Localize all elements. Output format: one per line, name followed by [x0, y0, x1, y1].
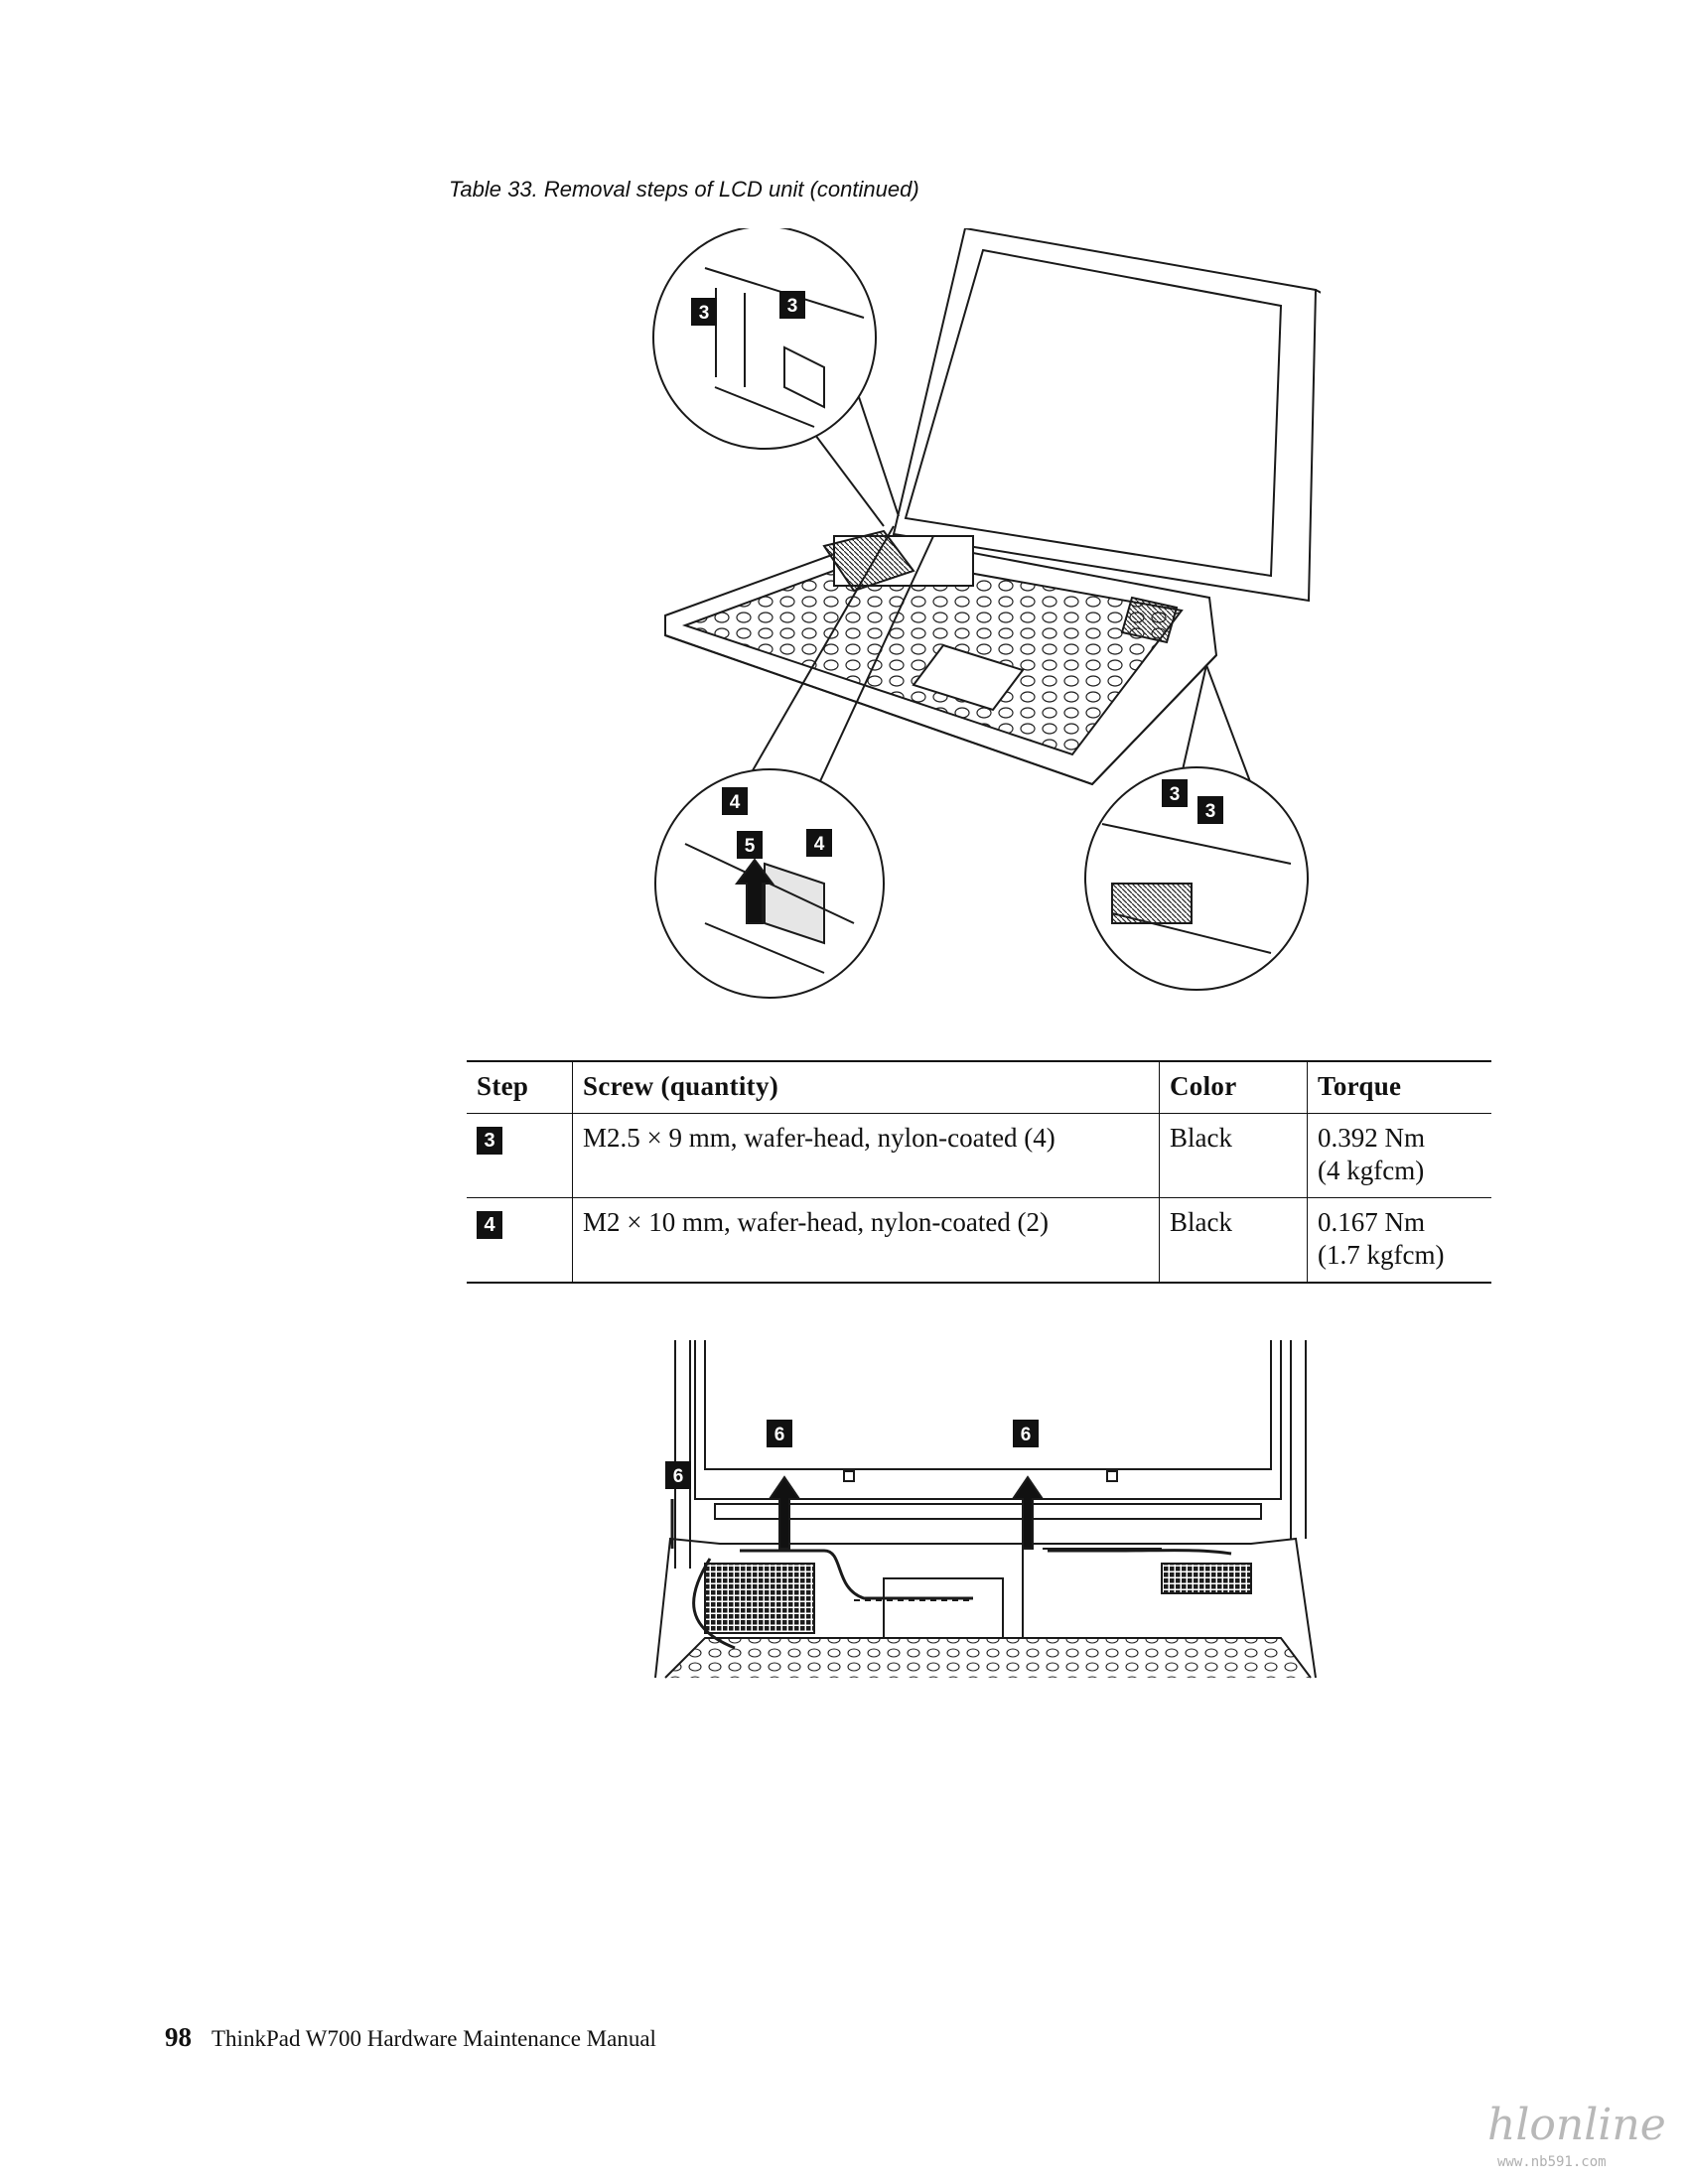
color-cell: Black	[1160, 1198, 1308, 1284]
table-row	[467, 1114, 1491, 1198]
callout-6: 6	[672, 1466, 684, 1487]
callout-3: 3	[1204, 801, 1216, 822]
screw-table	[467, 1060, 1491, 1284]
page-number: 98	[165, 2022, 192, 2052]
table-caption: Table 33. Removal steps of LCD unit (continued)	[449, 177, 919, 202]
step-badge: 3	[477, 1127, 502, 1155]
callout-4: 4	[813, 834, 825, 855]
watermark-url: www.nb591.com	[1497, 2154, 1607, 2170]
torque-nm: 0.392 Nm	[1318, 1123, 1425, 1153]
callout-6: 6	[774, 1425, 785, 1445]
callout-5: 5	[744, 836, 756, 857]
torque-nm: 0.167 Nm	[1318, 1207, 1425, 1237]
screw-cell: M2.5 × 9 mm, wafer-head, nylon-coated (4)	[573, 1114, 1160, 1198]
color-cell: Black	[1160, 1114, 1308, 1198]
watermark-brand: hlonline	[1487, 2100, 1666, 2150]
torque-cell	[1308, 1198, 1492, 1284]
table-row	[467, 1198, 1491, 1284]
lcd-removal-figure	[645, 228, 1321, 1003]
callout-4: 4	[729, 792, 741, 813]
torque-kgf: (1.7 kgfcm)	[1318, 1240, 1445, 1270]
callout-3: 3	[1169, 784, 1181, 805]
screw-cell: M2 × 10 mm, wafer-head, nylon-coated (2)	[573, 1198, 1160, 1284]
header-step: Step	[477, 1071, 529, 1101]
torque-cell	[1308, 1114, 1492, 1198]
torque-kgf: (4 kgfcm)	[1318, 1156, 1425, 1185]
cable-routing-figure	[645, 1340, 1331, 1698]
manual-title: ThinkPad W700 Hardware Maintenance Manual	[211, 2026, 656, 2051]
header-torque: Torque	[1308, 1061, 1492, 1114]
step-badge: 4	[477, 1211, 502, 1239]
header-color: Color	[1160, 1061, 1308, 1114]
header-screw: Screw (quantity)	[573, 1061, 1160, 1114]
page-footer	[165, 2022, 656, 2053]
callout-3: 3	[698, 303, 710, 324]
watermark-logo	[1468, 2085, 1676, 2174]
callout-6: 6	[1020, 1425, 1032, 1445]
callout-3: 3	[786, 296, 798, 317]
